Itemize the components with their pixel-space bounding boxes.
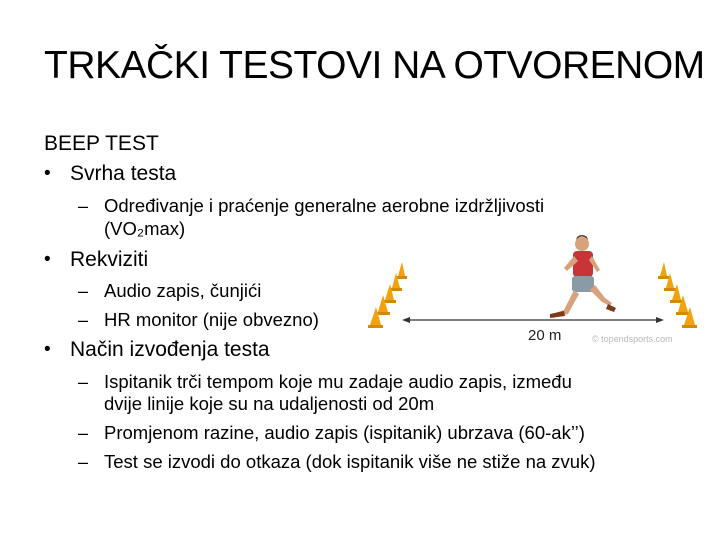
slide-title: TRKAČKI TESTOVI NA OTVORENOM [44, 44, 705, 87]
bullet-marker: • [44, 249, 51, 270]
sub-item-tempo: Ispitanik trči tempom koje mu zadaje audio zapis, između [104, 371, 572, 392]
bullet-svrha-testa: Svrha testa [70, 162, 177, 185]
dash-marker: – [78, 196, 89, 216]
bullet-rekviziti: Rekviziti [70, 248, 149, 271]
cone-icon [658, 262, 669, 279]
beep-test-illustration [360, 232, 705, 352]
section-heading: BEEP TEST [44, 132, 159, 155]
cone-icon [396, 262, 407, 279]
distance-label: 20 m [528, 327, 562, 344]
sub-item-vo2max: (VO₂max) [104, 218, 186, 239]
watermark-text: © topendsports.com [592, 334, 673, 344]
bullet-marker: • [44, 163, 51, 184]
dash-marker: – [78, 452, 89, 472]
sub-item-hr-monitor: HR monitor (nije obvezno) [104, 309, 319, 330]
distance-arrow [402, 317, 664, 323]
sub-item-distance: dvije linije koje su na udaljenosti od 20m [104, 393, 435, 414]
sub-item-exhaustion: Test se izvodi do otkaza (dok ispitanik više ne stiže na zvuk) [104, 451, 596, 472]
dash-marker: – [78, 372, 89, 392]
sub-item-audio: Audio zapis, čunjići [104, 280, 262, 301]
dash-marker: – [78, 423, 89, 443]
runner-icon [550, 235, 616, 318]
sub-item-purpose: Određivanje i praćenje generalne aerobne izdržljivosti [104, 195, 545, 216]
dash-marker: – [78, 281, 89, 301]
cones-right [658, 262, 697, 328]
sub-item-level-change: Promjenom razine, audio zapis (ispitanik) ubrzava (60-ak’’) [104, 422, 585, 443]
bullet-marker: • [44, 339, 51, 360]
dash-marker: – [78, 310, 89, 330]
bullet-nacin-izvodenja: Način izvođenja testa [70, 338, 270, 361]
cones-left [368, 262, 407, 328]
